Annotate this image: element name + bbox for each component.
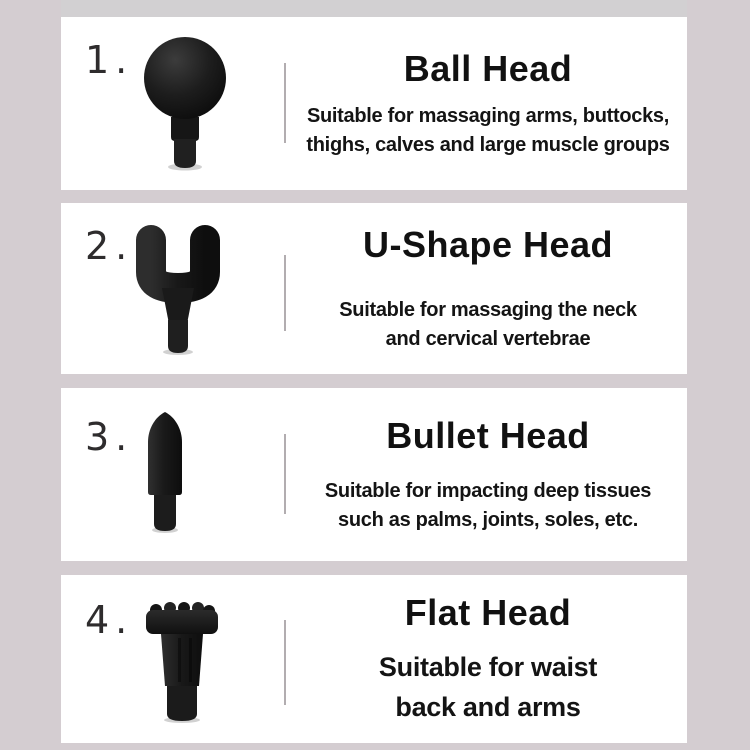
description-line: such as palms, joints, soles, etc. xyxy=(338,509,638,532)
vertical-divider xyxy=(284,63,286,143)
item-number: 4. xyxy=(85,598,134,642)
attachment-title: Bullet Head xyxy=(386,414,590,456)
description-line: back and arms xyxy=(395,691,581,722)
u-shape-head-icon xyxy=(135,220,221,360)
item-number: 2. xyxy=(85,224,134,268)
attachment-info xyxy=(301,17,675,190)
vertical-divider xyxy=(284,434,286,514)
attachment-card-flat xyxy=(61,575,687,743)
description-line: Suitable for impacting deep tissues xyxy=(324,480,652,503)
description-line: thighs, calves and large muscle groups xyxy=(306,134,670,157)
attachment-title: Flat Head xyxy=(404,592,572,634)
attachment-info xyxy=(301,575,675,743)
flat-head-icon xyxy=(145,600,219,729)
attachment-card-ball xyxy=(61,17,687,190)
attachment-card-u-shape xyxy=(61,203,687,374)
attachment-description xyxy=(379,648,597,726)
attachment-info xyxy=(301,388,675,561)
attachment-card-bullet xyxy=(61,388,687,561)
description-line: Suitable for massaging the neck xyxy=(339,299,637,322)
attachment-description xyxy=(339,296,636,354)
attachment-title: U-Shape Head xyxy=(362,223,614,265)
ball-head-icon xyxy=(144,37,226,176)
item-number: 1. xyxy=(85,38,134,82)
attachment-description xyxy=(306,102,669,160)
description-line: Suitable for waist xyxy=(378,652,598,683)
bullet-head-icon xyxy=(145,410,185,539)
attachment-title: Ball Head xyxy=(403,47,573,89)
description-line: Suitable for massaging arms, buttocks, xyxy=(306,105,669,128)
item-number: 3. xyxy=(85,415,134,459)
vertical-divider xyxy=(284,255,286,331)
top-strip xyxy=(61,0,687,17)
attachment-info xyxy=(301,203,675,374)
description-line: and cervical vertebrae xyxy=(385,328,591,351)
vertical-divider xyxy=(284,620,286,705)
attachment-description xyxy=(325,477,651,535)
